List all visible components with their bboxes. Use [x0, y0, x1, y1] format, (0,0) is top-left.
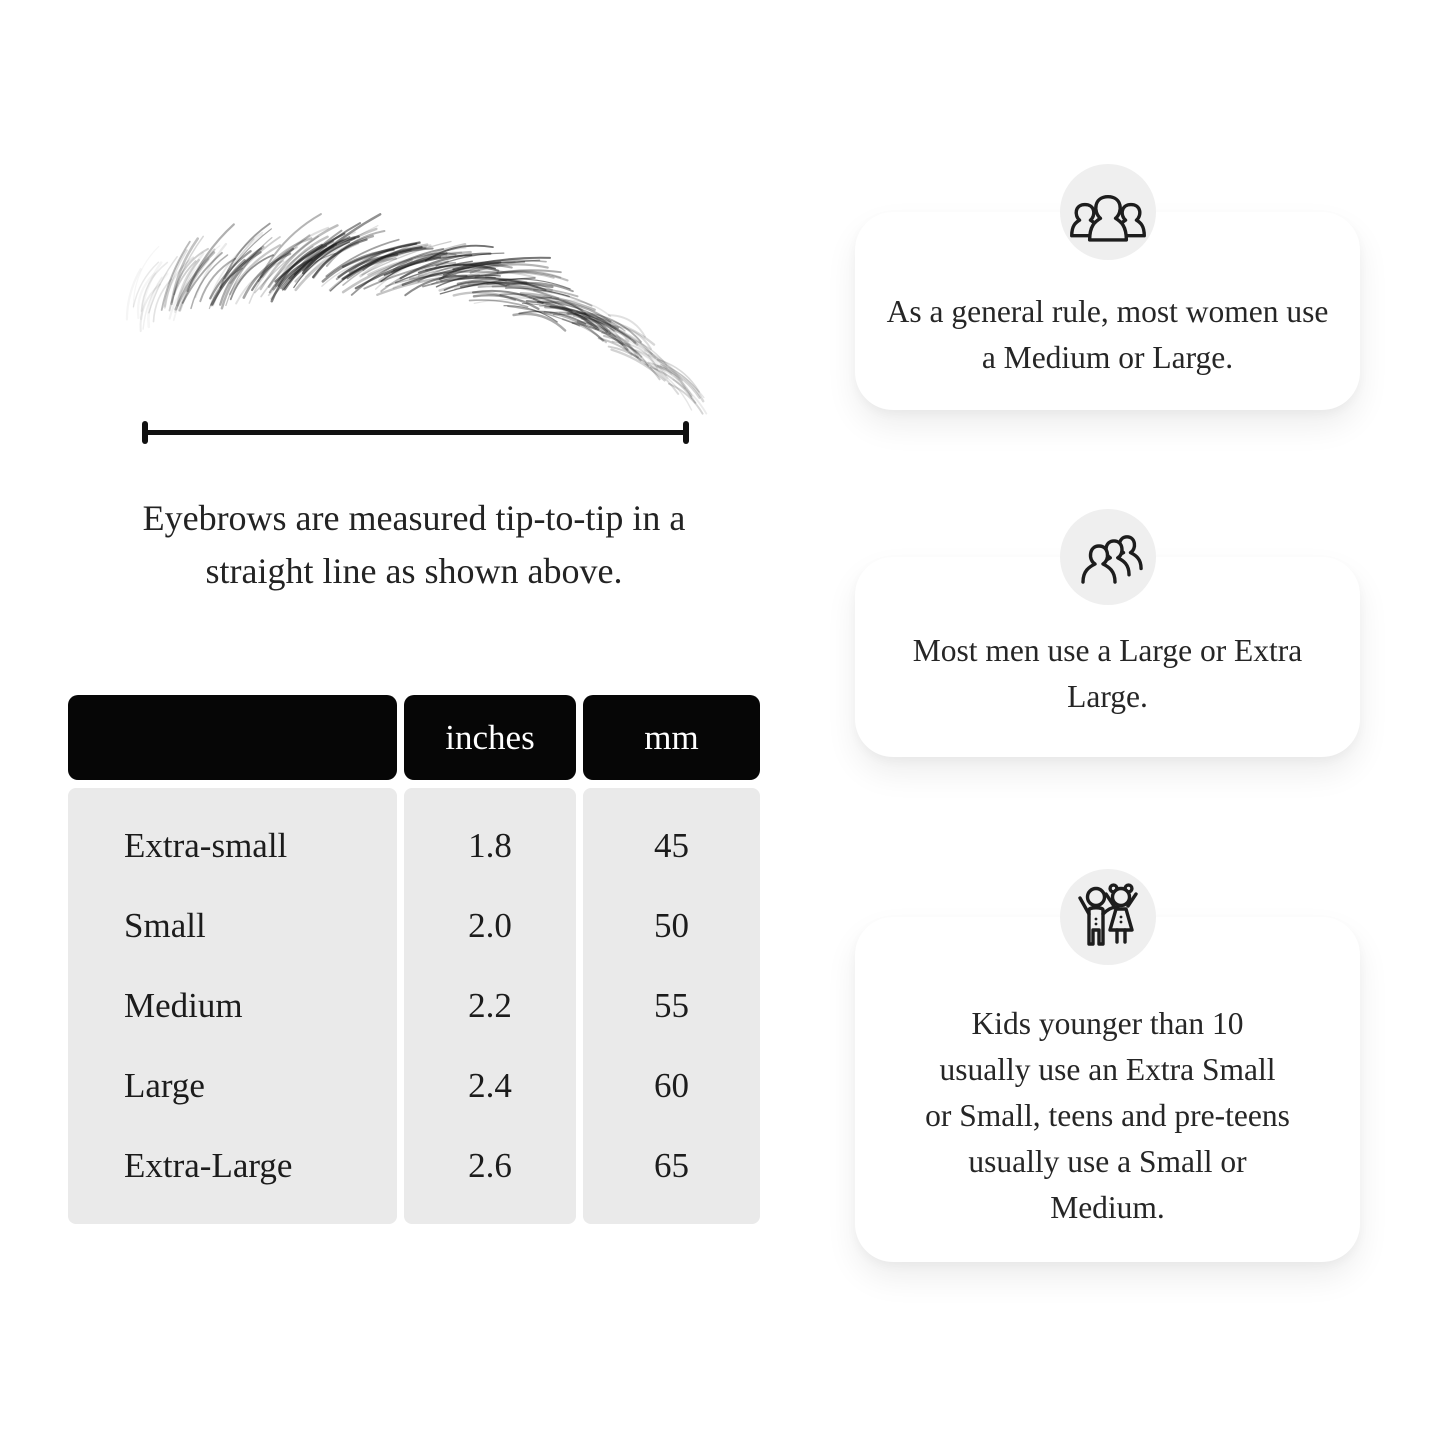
size-table-header-inches: inches: [404, 695, 576, 780]
size-value-mm: 50: [654, 906, 689, 945]
measure-cap-right: [683, 421, 689, 444]
measurement-line: [143, 421, 688, 444]
info-card-text: Kids younger than 10 usually use an Extra Small or Small, teens and pre-teens usually use a Small or Medium.: [925, 1005, 1290, 1225]
size-table-header-mm: mm: [583, 695, 760, 780]
size-table-body: [68, 788, 760, 1224]
size-value-inches: 2.2: [468, 986, 512, 1025]
size-value-inches: 2.4: [468, 1066, 512, 1105]
size-inches-column: [404, 788, 576, 1224]
size-value-mm: 45: [654, 826, 689, 865]
size-row-label: Extra-small: [124, 826, 288, 865]
info-card-text: As a general rule, most women use a Medium or Large.: [886, 294, 1329, 375]
size-value-inches: 2.0: [468, 906, 512, 945]
info-card-text: Most men use a Large or Extra Large.: [912, 633, 1303, 714]
info-card-men: [855, 557, 1360, 757]
size-row-label: Extra-Large: [124, 1146, 293, 1185]
measurement-caption-text: Eyebrows are measured tip-to-tip in a straight line as shown above.: [142, 498, 686, 591]
size-label-column: [68, 788, 397, 1224]
size-table-header-blank: [68, 695, 397, 780]
size-table-header-row: [68, 695, 760, 780]
size-row-label: Medium: [124, 986, 243, 1025]
women-group-icon: [1060, 164, 1156, 260]
info-card-women: [855, 212, 1360, 410]
kids-icon: [1060, 869, 1156, 965]
size-row-label: Large: [124, 1066, 205, 1105]
size-value-mm: 65: [654, 1146, 689, 1185]
measure-bar: [144, 430, 687, 435]
size-value-mm: 55: [654, 986, 689, 1025]
size-value-inches: 1.8: [468, 826, 512, 865]
size-value-mm: 60: [654, 1066, 689, 1105]
size-row-label: Small: [124, 906, 206, 945]
info-card-kids: [855, 917, 1360, 1262]
eyebrow-illustration: [110, 228, 695, 403]
size-value-inches: 2.6: [468, 1146, 512, 1185]
size-table: [68, 695, 760, 1224]
men-group-icon: [1060, 509, 1156, 605]
size-mm-column: [583, 788, 760, 1224]
measurement-caption: [68, 492, 760, 598]
